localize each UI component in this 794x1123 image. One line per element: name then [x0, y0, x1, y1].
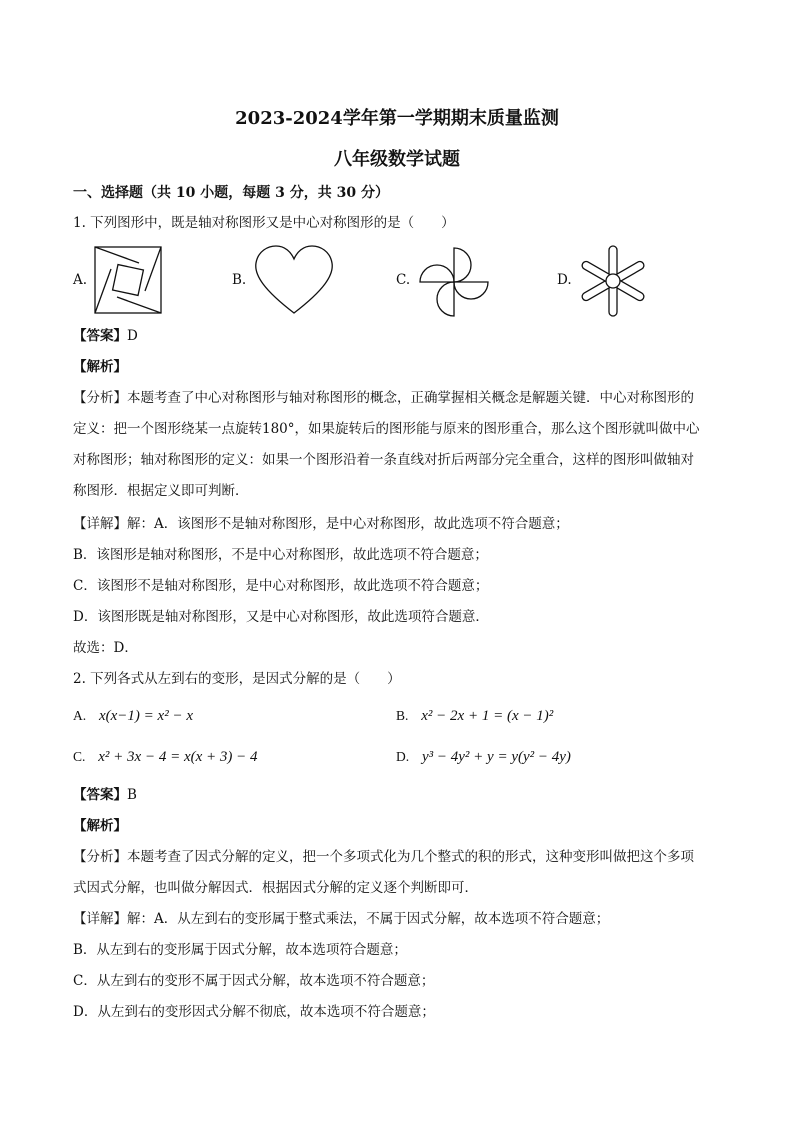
q2-analysis-line: 式因式分解，也叫做分解因式．根据因式分解的定义逐个判断即可． [73, 880, 478, 896]
q2-detail-line: C．从左到右的变形不属于因式分解，故本选项不符合题意； [73, 973, 435, 989]
q1-option-d-label: D. [557, 272, 572, 288]
q1-analysis-line: 定义：把一个图形绕某一点旋转180°，如果旋转后的图形能与原来的图形重合，那么这个图形就叫做中心 [73, 421, 700, 437]
option-expression: x(x−1) = x² − x [99, 708, 193, 724]
q2-detail-line: B．从左到右的变形属于因式分解，故本选项符合题意； [73, 942, 407, 958]
q2-option-b [396, 706, 553, 726]
q1-analysis-line: 【分析】本题考查了中心对称图形与轴对称图形的概念，正确掌握相关概念是解题关键．中心对称图形的 [73, 390, 694, 406]
q1-answer [73, 326, 723, 346]
answer-value: B [127, 787, 137, 803]
option-label: D. [396, 749, 410, 764]
q1-detail-line: C．该图形不是轴对称图形，是中心对称图形，故此选项不符合题意； [73, 578, 489, 594]
q1-analysis-tag: 【解析】 [73, 359, 127, 375]
q1-detail-line: D．该图形既是轴对称图形，又是中心对称图形，故此选项符合题意． [73, 609, 489, 625]
answer-tag: 【答案】 [73, 328, 127, 344]
exam-title: 2023-2024学年第一学期期末质量监测 [235, 108, 559, 129]
windmill-figure-icon [417, 245, 491, 319]
q2-option-d [396, 747, 571, 767]
option-expression: y³ − 4y² + y = y(y² − 4y) [422, 749, 571, 765]
q1-detail-line: 故选：D． [73, 640, 138, 656]
square-pinwheel-figure-icon [93, 245, 163, 315]
six-petal-flower-figure-icon [576, 244, 650, 318]
exam-subtitle: 八年级数学试题 [334, 149, 460, 170]
q1-analysis-line: 对称图形；轴对称图形的定义：如果一个图形沿着一条直线对折后两部分完全重合，这样的图形叫做轴对 [73, 452, 694, 468]
option-label: A. [73, 708, 87, 723]
answer-value: D [127, 328, 138, 344]
heart-figure-icon [254, 245, 334, 315]
q1-analysis-line: 称图形．根据定义即可判断． [73, 483, 249, 499]
option-expression: x² + 3x − 4 = x(x + 3) − 4 [98, 749, 258, 765]
q2-option-a [73, 706, 193, 726]
q1-option-a-label: A. [73, 272, 88, 288]
option-expression: x² − 2x + 1 = (x − 1)² [421, 708, 554, 724]
q2-analysis-tag: 【解析】 [73, 818, 127, 834]
answer-tag: 【答案】 [73, 787, 127, 803]
q1-option-b-label: B. [232, 272, 247, 288]
option-label: B. [396, 708, 409, 723]
section-heading: 一、选择题（共 10 小题，每题 3 分，共 30 分） [73, 185, 389, 201]
q1-option-c-label: C. [396, 272, 411, 288]
q1-detail-line: B．该图形是轴对称图形，不是中心对称图形，故此选项不符合题意； [73, 547, 488, 563]
question-1-stem: 1. 下列图形中，既是轴对称图形又是中心对称图形的是（ ） [73, 215, 455, 231]
q2-detail-line: D．从左到右的变形因式分解不彻底，故本选项不符合题意； [73, 1004, 435, 1020]
q2-detail-line: 【详解】解：A．从左到右的变形属于整式乘法，不属于因式分解，故本选项不符合题意； [73, 911, 610, 927]
q2-answer [73, 785, 723, 805]
option-label: C. [73, 749, 86, 764]
q1-detail-line: 【详解】解：A．该图形不是轴对称图形，是中心对称图形，故此选项不符合题意； [73, 516, 569, 532]
question-2-stem: 2. 下列各式从左到右的变形，是因式分解的是（ ） [73, 671, 401, 687]
q2-analysis-line: 【分析】本题考查了因式分解的定义，把一个多项式化为几个整式的积的形式，这种变形叫做把这个多项 [73, 849, 694, 865]
q2-option-c [73, 747, 258, 767]
